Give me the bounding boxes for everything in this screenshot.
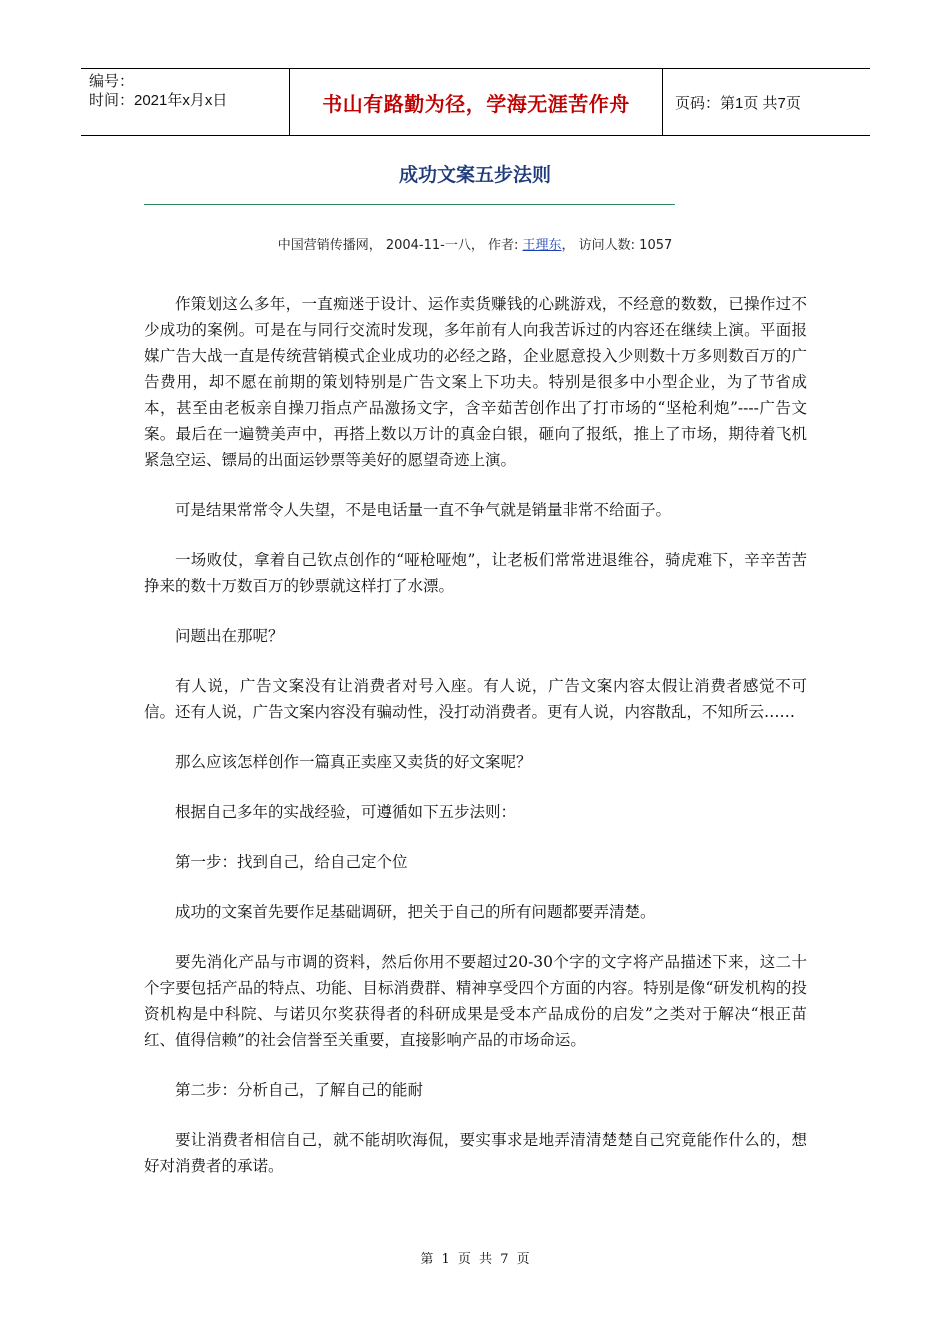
meta-source-date: 中国营销传播网， 2004-11-一八， 作者: (277, 238, 523, 253)
step-heading: 第一步：找到自己，给自己定个位 (175, 853, 408, 871)
page-footer: 第 1 页 共 7 页 (420, 1252, 530, 1267)
article-meta (0, 234, 950, 253)
document-time-label: 时间：2021年x月x日 (89, 92, 228, 109)
title-divider (144, 204, 675, 205)
header-page-info: 页码：第1页 共7页 (663, 69, 871, 136)
document-number-label: 编号： (89, 73, 135, 90)
paragraph: 要先消化产品与市调的资料，然后你用不要超过20-30个字的文字将产品描述下来，这二十个字要包括产品的特点、功能、目标消费群、精神享受四个方面的内容。特别是像“研发机构的投资机构是中科院、与诺贝尔奖获得者的科研成果是受本产品成份的启发”之类对于解决“根正苗红、值得信赖”的社会信誉至关重要，直接影响产品的市场命运。 (144, 953, 807, 1049)
paragraph: 一场败仗，拿着自己钦点创作的“哑枪哑炮”，让老板们常常进退维谷，骑虎难下，辛辛苦苦挣来的数十万数百万的钞票就这样打了水漂。 (144, 551, 807, 595)
step-heading: 第二步：分析自己，了解自己的能耐 (175, 1081, 424, 1099)
paragraph: 作策划这么多年，一直痴迷于设计、运作卖货赚钱的心跳游戏，不经意的数数，已操作过不少成功的案例。可是在与同行交流时发现，多年前有人向我苦诉过的内容还在继续上演。平面报媒广告大战一直是传统营销模式企业成功的必经之路，企业愿意投入少则数十万多则数百万的广告费用，却不愿在前期的策划特别是广告文案上下功夫。特别是很多中小型企业，为了节省成本，甚至由老板亲自操刀指点产品激扬文字，含辛茹苦创作出了打市场的“坚枪利炮”----广告文案。最后在一遍赞美声中，再搭上数以万计的真金白银，砸向了报纸，推上了市场，期待着飞机紧急空运、镖局的出面运钞票等美好的愿望奇迹上演。 (144, 295, 807, 469)
article-body (144, 291, 807, 1203)
header-table (81, 68, 870, 136)
paragraph: 问题出在那呢？ (175, 627, 284, 645)
paragraph: 成功的文案首先要作足基础调研，把关于自己的所有问题都要弄清楚。 (175, 903, 656, 921)
paragraph: 有人说，广告文案没有让消费者对号入座。有人说，广告文案内容太假让消费者感觉不可信。还有人说，广告文案内容没有骗动性，没打动消费者。更有人说，内容散乱，不知所云…… (144, 677, 807, 721)
paragraph: 可是结果常常令人失望，不是电话量一直不争气就是销量非常不给面子。 (175, 501, 672, 519)
article-title: 成功文案五步法则 (398, 164, 551, 186)
motto-text: 书山有路勤为径，学海无涯苦作舟 (322, 91, 630, 116)
paragraph: 要让消费者相信自己，就不能胡吹海侃，要实事求是地弄清清楚楚自己究竟能作什么的，想好对消费者的承诺。 (144, 1131, 807, 1175)
author-link[interactable]: 王理东 (522, 238, 562, 253)
header-info-cell (81, 69, 290, 136)
meta-visits: ， 访问人数: 1057 (561, 238, 673, 253)
paragraph: 根据自己多年的实战经验，可遵循如下五步法则： (175, 803, 517, 821)
paragraph: 那么应该怎样创作一篇真正卖座又卖货的好文案呢？ (175, 753, 532, 771)
header-motto-cell (290, 69, 663, 136)
